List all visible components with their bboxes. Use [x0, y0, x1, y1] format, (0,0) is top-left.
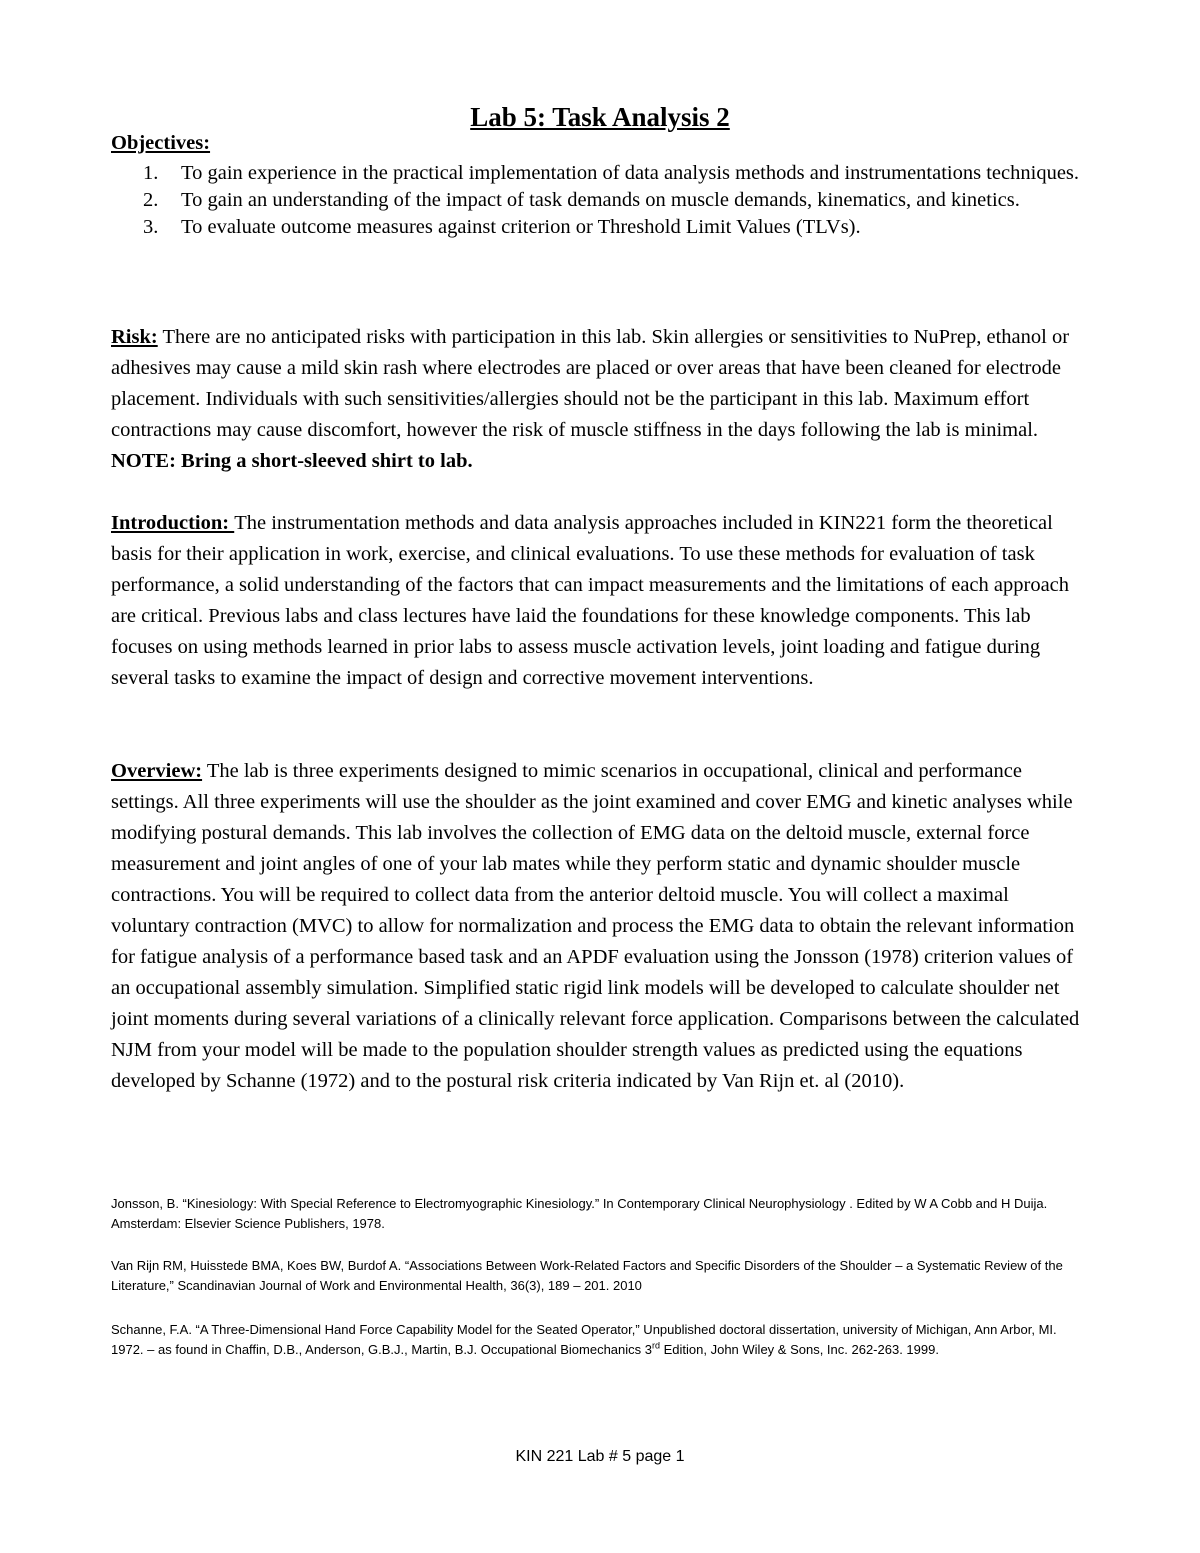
reference-jonsson: Jonsson, B. “Kinesiology: With Special Reference to Electromyographic Kinesiology.” In Contemporary Clinical Neurophysiology . Edited by W A Cobb and H Duija. Amsterdam: Elsevier Science Publishers, 1978. — [111, 1196, 1048, 1231]
introduction-body: The instrumentation methods and data analysis approaches included in KIN221 form the theoretical basis for their application in work, exercise, and clinical evaluations. To use these methods for evaluation of task performance, a solid understanding of the factors that can impact measurements and the limitations of each approach are critical. Previous labs and class lectures have laid the foundations for these knowledge components. This lab focuses on using methods learned in prior labs to assess muscle activation levels, joint loading and fatigue during several tasks to examine the impact of design and corrective movement interventions. — [111, 512, 1070, 689]
objectives-heading: Objectives: — [111, 132, 211, 154]
introduction-paragraph — [111, 508, 1091, 694]
overview-body: The lab is three experiments designed to mimic scenarios in occupational, clinical and performance settings. All three experiments will use the shoulder as the joint examined and cover EMG and kinetic analyses while modifying postural demands. This lab involves the collection of EMG data on the deltoid muscle, external force measurement and joint angles of one of your lab mates while they perform static and dynamic shoulder muscle contractions. You will be required to collect data from the anterior deltoid muscle. You will collect a maximal voluntary contraction (MVC) to allow for normalization and process the EMG data to obtain the relevant information for fatigue analysis of a performance based task and an APDF evaluation using the Jonsson (1978) criterion values of an occupational assembly simulation. Simplified static rigid link models will be developed to calculate shoulder net joint moments during several variations of a clinically relevant force application. Comparisons between the calculated NJM from your model will be made to the population shoulder strength values as predicted using the equations developed by Schanne (1972) and to the postural risk criteria indicated by Van Rijn et. al (2010). — [111, 760, 1080, 1092]
list-item — [111, 214, 1091, 241]
list-item — [111, 160, 1091, 187]
list-item-number: 3. — [143, 216, 159, 238]
list-item-text: To gain an understanding of the impact of task demands on muscle demands, kinematics, and kinetics. — [181, 189, 1020, 211]
risk-note: NOTE: Bring a short-sleeved shirt to lab. — [111, 450, 473, 472]
risk-paragraph — [111, 322, 1091, 477]
reference-schanne-text-end: Edition, John Wiley & Sons, Inc. 262-263. 1999. — [660, 1342, 939, 1357]
list-item-text: To gain experience in the practical implementation of data analysis methods and instrumentations techniques. — [181, 162, 1080, 184]
overview-heading: Overview: — [111, 760, 203, 782]
introduction-heading: Introduction: — [111, 512, 235, 534]
overview-paragraph — [111, 756, 1091, 1097]
page-title: Lab 5: Task Analysis 2 — [470, 102, 730, 132]
reference-schanne-text: Schanne, F.A. “A Three-Dimensional Hand Force Capability Model for the Seated Operator,” Unpublished doctoral dissertation, university of Michigan, Ann Arbor, MI. 1972. – as found in Chaffin, D.B., Anderson, G.B.J., Martin, B.J. Occupational Biomechanics 3 — [111, 1322, 1057, 1357]
list-item — [111, 187, 1091, 214]
page-footer: KIN 221 Lab # 5 page 1 — [515, 1448, 685, 1465]
list-item-number: 1. — [143, 162, 159, 184]
risk-heading: Risk: — [111, 326, 158, 348]
superscript-ordinal: rd — [652, 1340, 661, 1351]
list-item-number: 2. — [143, 189, 159, 211]
objectives-list — [111, 160, 1091, 241]
reference-schanne — [111, 1320, 1086, 1360]
risk-body: There are no anticipated risks with participation in this lab. Skin allergies or sensitivities to NuPrep, ethanol or adhesives may cause a mild skin rash where electrodes are placed or over areas that have been cleaned for electrode placement. Individuals with such sensitivities/allergies should not be the participant in this lab. Maximum effort contractions may cause discomfort, however the risk of muscle stiffness in the days following the lab is minimal. — [111, 326, 1070, 441]
reference-van-rijn: Van Rijn RM, Huisstede BMA, Koes BW, Burdof A. “Associations Between Work-Related Factors and Specific Disorders of the Shoulder – a Systematic Review of the Literature,” Scandinavian Journal of Work and Environmental Health, 36(3), 189 – 201. 2010 — [111, 1258, 1063, 1293]
list-item-text: To evaluate outcome measures against criterion or Threshold Limit Values (TLVs). — [181, 216, 861, 238]
